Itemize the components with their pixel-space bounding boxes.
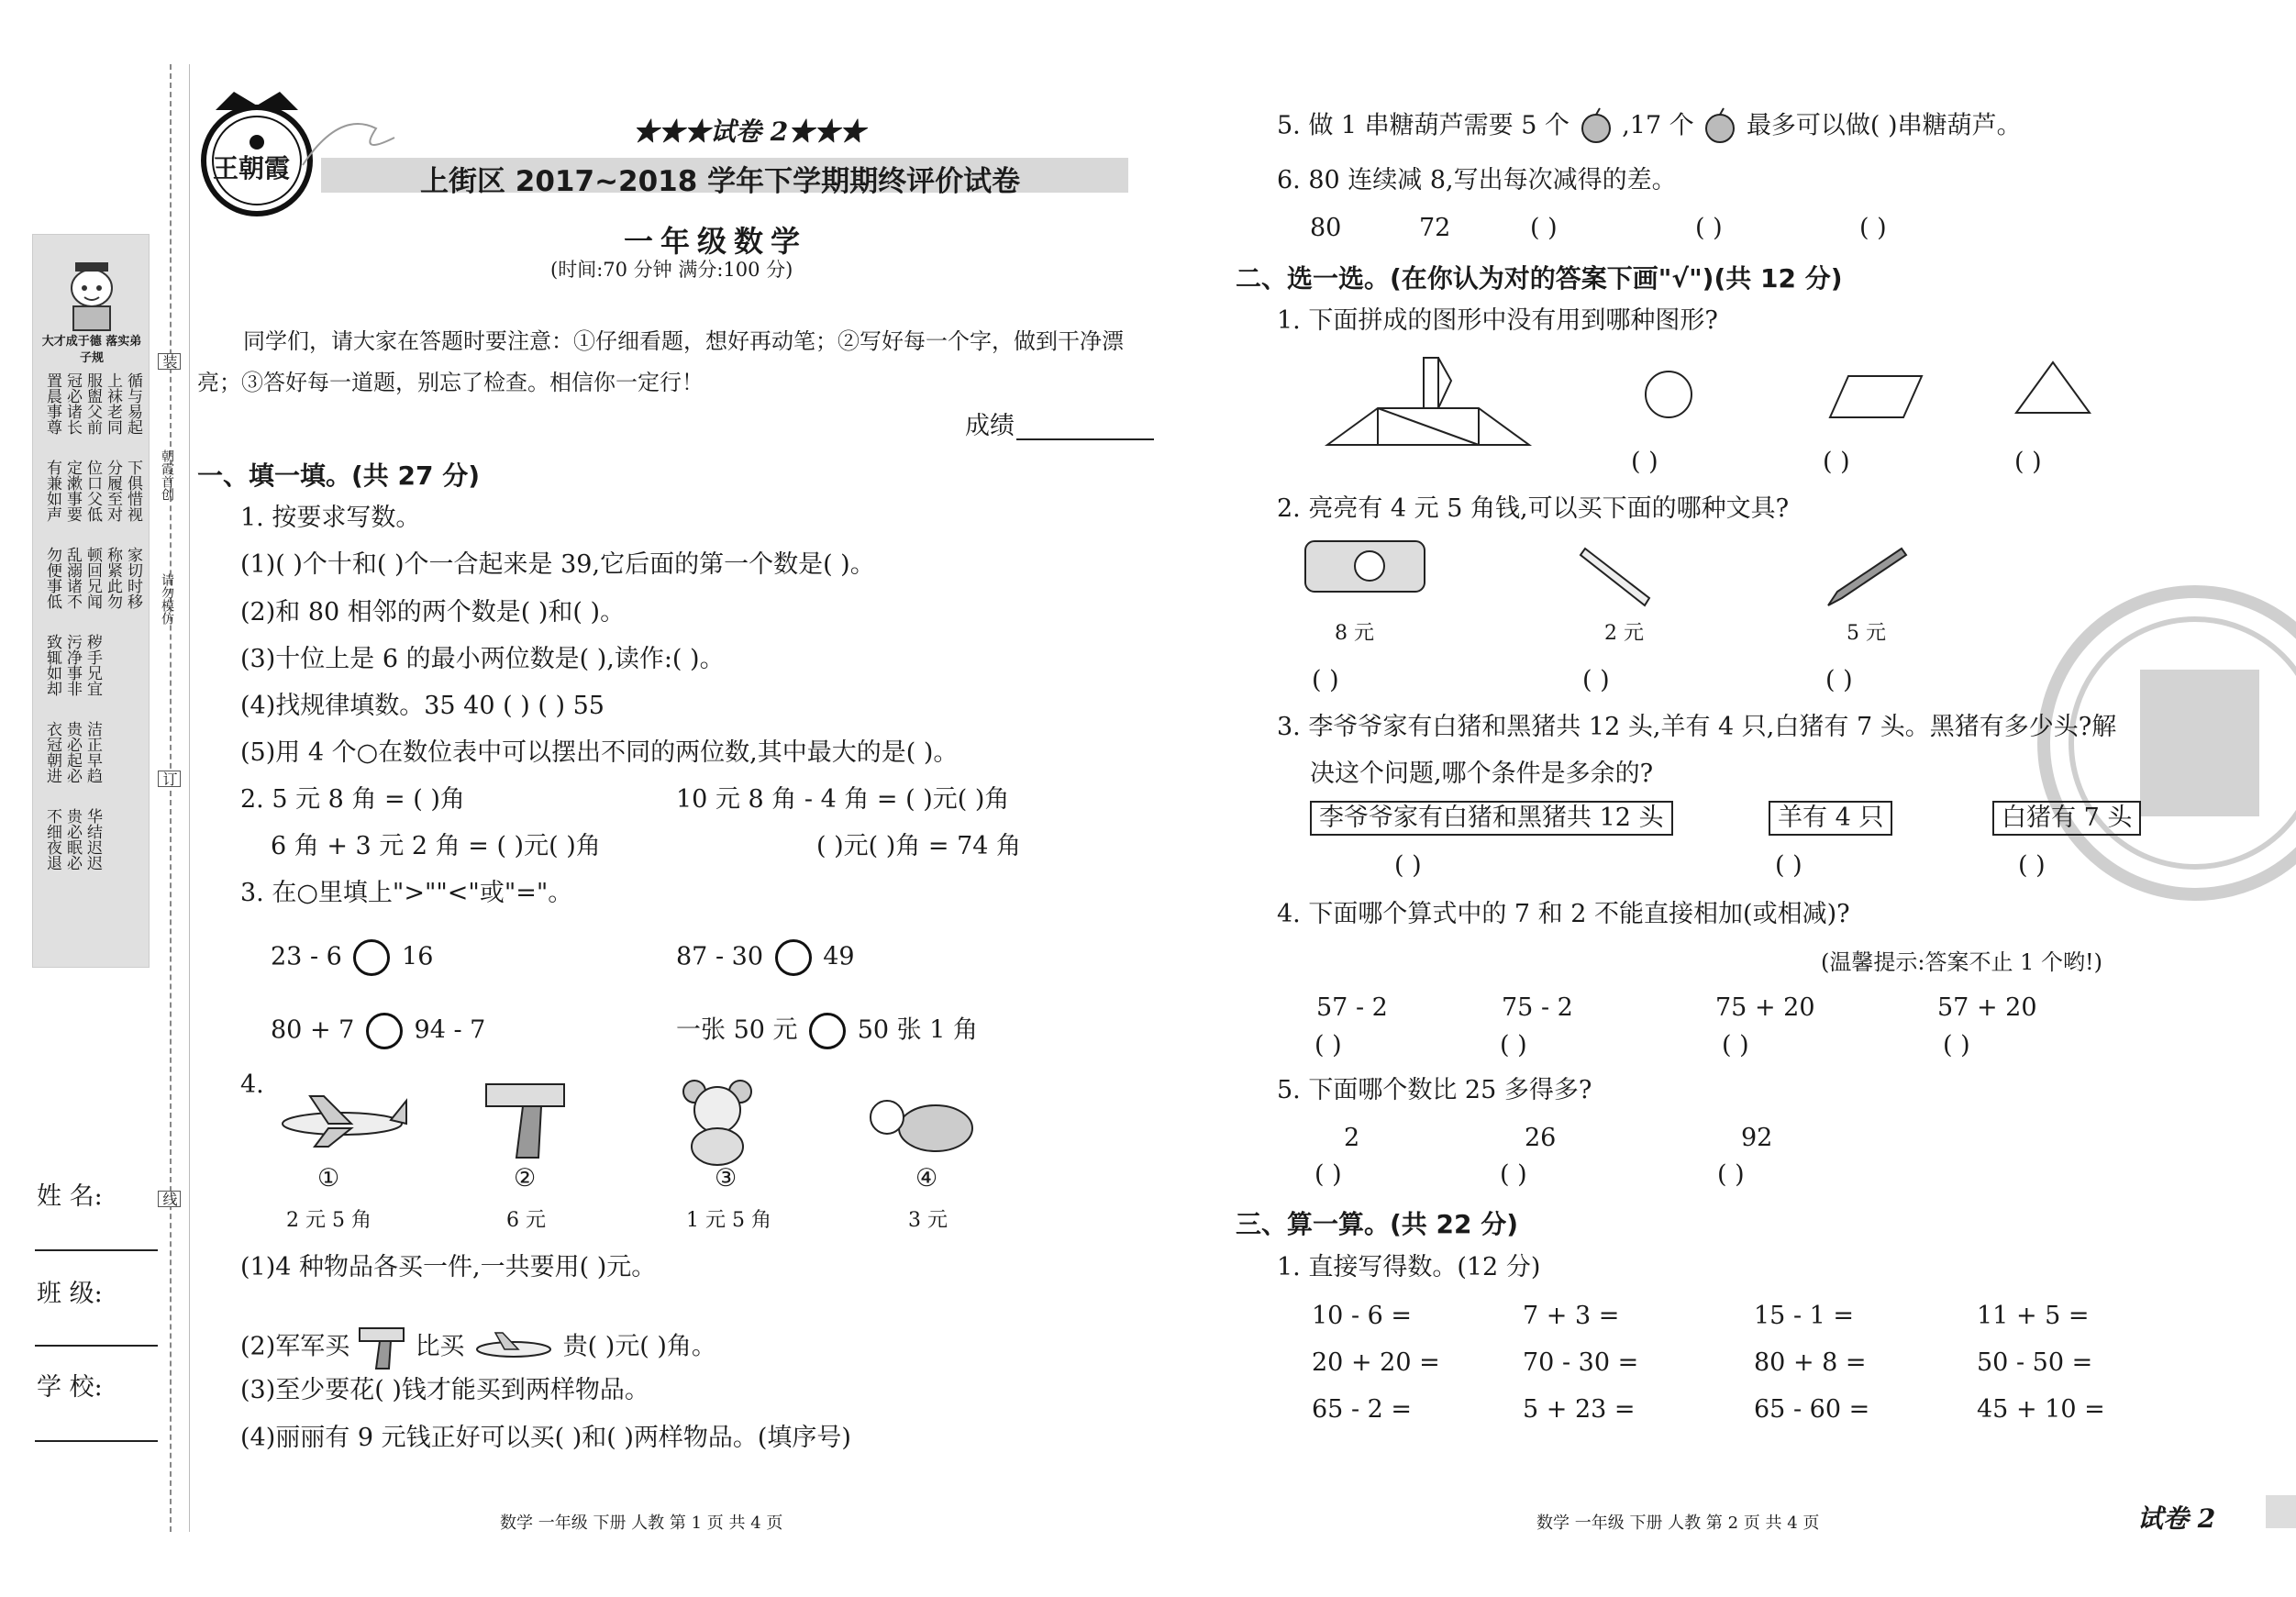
seal-char: 请勿模仿	[160, 573, 174, 625]
verse-col: 上袜老同	[104, 372, 122, 435]
verse-col: 贵必起必	[63, 721, 82, 783]
calc-expr: 50 - 50 =	[1977, 1348, 2093, 1377]
item-price: 2 元 5 角	[286, 1209, 372, 1232]
answer-paren[interactable]: ( )	[1500, 1031, 1527, 1059]
exam-title: 上街区 2017~2018 学年下学期期终评价试卷	[420, 165, 1021, 198]
q1-4: (4)找规律填数。35 40 ( ) ( ) 55	[240, 692, 605, 720]
compare-right: 50 张 1 角	[857, 1015, 979, 1045]
stationery-price: 2 元	[1604, 622, 1644, 645]
calc-expr: 7 + 3 =	[1523, 1302, 1620, 1330]
verse-col: 有兼如声	[43, 460, 61, 522]
answer-paren[interactable]: ( )	[2018, 851, 2046, 880]
pencil-case-icon	[1301, 537, 1429, 601]
compare-1	[271, 939, 433, 976]
paper-tag: ★★★试卷 2★★★	[633, 116, 866, 147]
stationery-price: 5 元	[1847, 622, 1886, 645]
footer-tag-band	[2266, 1495, 2296, 1528]
answer-paren[interactable]: ( )	[1775, 851, 1802, 880]
option-expr: 75 - 2	[1502, 993, 1573, 1022]
scholar-figure-icon	[33, 242, 150, 334]
answer-paren[interactable]: ( )	[1825, 666, 1853, 694]
compare-left: 87 - 30	[676, 942, 764, 971]
item-num: ②	[514, 1164, 537, 1192]
intro-line1: 同学们，请大家在答题时要注意：①仔细看题，想好再动笔；②写好每一个字，做到干净漂	[243, 328, 1124, 354]
airplane-icon	[472, 1329, 555, 1366]
answer-paren[interactable]: ( )	[2014, 448, 2042, 476]
answer-paren[interactable]: ( )	[1500, 1160, 1527, 1189]
seal-char: 订	[158, 771, 181, 787]
s2-q3-line1: 3. 李爷爷家有白猪和黑猪共 12 头,羊有 4 只,白猪有 7 头。黑猪有多少头?解	[1277, 713, 2117, 741]
compare-circle[interactable]	[353, 939, 390, 976]
option-expr: 75 + 20	[1715, 993, 1815, 1022]
q1-3: (3)十位上是 6 的最小两位数是( ),读作:( )。	[240, 645, 725, 673]
pistol-icon	[482, 1075, 573, 1162]
answer-paren[interactable]: ( )	[1394, 851, 1422, 880]
verse-col: 贵必眠必	[63, 808, 82, 871]
answer-paren[interactable]: ( )	[1312, 666, 1339, 694]
verse-col: 称紧此勿	[104, 547, 122, 609]
compare-right: 49	[823, 942, 855, 971]
q6-seq-item: ( )	[1859, 214, 1887, 242]
q3-title: 3. 在○里填上">""<"或"="。	[240, 879, 573, 907]
circle-shape-icon	[1641, 367, 1696, 422]
calc-expr: 70 - 30 =	[1523, 1348, 1639, 1377]
s2-q5: 5. 下面哪个数比 25 多得多?	[1277, 1076, 1592, 1104]
condition-option: 白猪有 7 头	[1992, 801, 2141, 836]
q4-1: (1)4 种物品各买一件,一共要用( )元。	[240, 1253, 657, 1281]
item-num: ①	[317, 1164, 340, 1192]
sidebar-verses	[42, 372, 145, 959]
verse-col: 洁正早趋	[83, 721, 102, 783]
s2-q4-hint: (温馨提示:答案不止 1 个哟!)	[1821, 949, 2102, 975]
compare-left: 80 + 7	[271, 1015, 355, 1045]
q2-c: 6 角 + 3 元 2 角 = ( )元( )角	[271, 832, 601, 860]
condition-option: 羊有 4 只	[1769, 801, 1892, 836]
q6-seq-item: 80	[1310, 214, 1342, 242]
calc-expr: 45 + 10 =	[1977, 1395, 2105, 1424]
option-expr: 57 + 20	[1937, 993, 2037, 1022]
score-field[interactable]	[1016, 438, 1154, 440]
compare-4	[676, 1013, 978, 1049]
fountain-pen-icon	[1819, 541, 1911, 610]
verse-col: 衣冠朝进	[43, 721, 61, 783]
calc-expr: 65 - 60 =	[1754, 1395, 1870, 1424]
score-label: 成绩	[965, 412, 1015, 440]
sidebar-motto-panel	[32, 234, 150, 968]
condition-option: 李爷爷家有白猪和黑猪共 12 头	[1310, 801, 1673, 836]
s3-q1: 1. 直接写得数。(12 分)	[1277, 1253, 1541, 1281]
pencil-icon	[1576, 541, 1658, 610]
calc-expr: 11 + 5 =	[1977, 1302, 2090, 1330]
item-price: 6 元	[506, 1209, 546, 1232]
verse-col: 服盥父前	[83, 372, 102, 435]
verse-col: 污净事非	[63, 634, 82, 696]
answer-paren[interactable]: ( )	[1582, 666, 1610, 694]
composite-shape-icon	[1323, 353, 1534, 454]
verse-col: 位口父低	[83, 460, 102, 522]
stationery-price: 8 元	[1335, 622, 1374, 645]
q2-b: 10 元 8 角 - 4 角 = ( )元( )角	[676, 785, 1010, 814]
triangle-shape-icon	[2012, 358, 2094, 422]
option-number: 26	[1525, 1124, 1557, 1152]
footer-left: 数学 一年级 下册 人教 第 1 页 共 4 页	[500, 1514, 783, 1533]
q1-2: (2)和 80 相邻的两个数是( )和( )。	[240, 598, 626, 627]
seal-char: 朝霞首创	[160, 449, 174, 501]
turtle-icon	[867, 1092, 986, 1156]
answer-paren[interactable]: ( )	[1722, 1031, 1749, 1059]
compare-circle[interactable]	[775, 939, 812, 976]
time-info: (时间:70 分钟 满分:100 分)	[550, 259, 793, 281]
sidebar-motto: 大才成于德 落实弟子规	[41, 335, 142, 365]
compare-circle[interactable]	[809, 1013, 846, 1049]
compare-2	[676, 939, 855, 976]
q4-2-part: 比买	[415, 1332, 465, 1361]
q5-part: 最多可以做( )串糖葫芦。	[1746, 111, 2022, 140]
compare-3	[271, 1013, 485, 1049]
verse-col: 秽手兄宜	[83, 634, 102, 696]
option-number: 92	[1741, 1124, 1773, 1152]
verse-col: 冠必诸长	[63, 372, 82, 435]
q4-2	[240, 1323, 716, 1372]
s2-q2: 2. 亮亮有 4 元 5 角钱,可以买下面的哪种文具?	[1277, 494, 1790, 523]
footer-right: 数学 一年级 下册 人教 第 2 页 共 4 页	[1536, 1514, 1820, 1533]
school-label: 学 校:	[37, 1373, 103, 1402]
option-expr: 57 - 2	[1316, 993, 1388, 1022]
calc-expr: 65 - 2 =	[1312, 1395, 1413, 1424]
verse-col: 顿回兄闻	[83, 547, 102, 609]
seal-char: 装	[158, 353, 181, 370]
q2-a: 2. 5 元 8 角 = ( )角	[240, 785, 465, 814]
item-price: 1 元 5 角	[686, 1209, 771, 1232]
verse-col: 下俱惜视	[124, 460, 142, 522]
hawthorn-fruit-icon	[1578, 108, 1614, 145]
verse-col: 勿便事低	[43, 547, 61, 609]
verse-col: 定漱事要	[63, 460, 82, 522]
binding-dashed-line	[170, 64, 172, 1532]
compare-circle[interactable]	[366, 1013, 403, 1049]
section3-heading: 三、算一算。(共 22 分)	[1236, 1209, 1519, 1239]
watermark-seal-icon	[2039, 587, 2278, 899]
calc-expr: 15 - 1 =	[1754, 1302, 1855, 1330]
answer-paren[interactable]: ( )	[1314, 1031, 1342, 1059]
q4-3: (3)至少要花( )钱才能买到两样物品。	[240, 1376, 649, 1404]
s2-q3-line2: 决这个问题,哪个条件是多余的?	[1310, 760, 1654, 788]
class-field[interactable]	[35, 1345, 158, 1347]
q1-1: (1)( )个十和( )个一合起来是 39,它后面的第一个数是( )。	[240, 550, 875, 579]
q6-title: 6. 80 连续减 8,写出每次减得的差。	[1277, 166, 1677, 194]
verse-col: 循与易起	[124, 372, 142, 435]
section2-heading: 二、选一选。(在你认为对的答案下画"√")(共 12 分)	[1236, 263, 1843, 294]
option-number: 2	[1344, 1124, 1360, 1152]
q1-title: 1. 按要求写数。	[240, 504, 421, 532]
hawthorn-fruit-icon	[1702, 108, 1738, 145]
answer-paren[interactable]: ( )	[1631, 448, 1658, 476]
calc-expr: 10 - 6 =	[1312, 1302, 1413, 1330]
verse-col: 华结迟迟	[83, 808, 102, 871]
calc-expr: 20 + 20 =	[1312, 1348, 1440, 1377]
item-num: ④	[915, 1164, 938, 1192]
answer-paren[interactable]: ( )	[1717, 1160, 1745, 1189]
section1-heading: 一、填一填。(共 27 分)	[197, 460, 481, 491]
name-field[interactable]	[35, 1249, 158, 1251]
q6-seq-item: ( )	[1695, 214, 1723, 242]
teddy-bear-icon	[676, 1078, 759, 1165]
verse-col: 分履至对	[104, 460, 122, 522]
seal-char: 线	[158, 1191, 181, 1207]
school-field[interactable]	[35, 1440, 158, 1442]
footer-tag: 试卷 2	[2137, 1503, 2216, 1534]
compare-right: 16	[402, 942, 434, 971]
compare-left: 一张 50 元	[676, 1015, 798, 1045]
compare-right: 94 - 7	[414, 1015, 486, 1045]
calc-expr: 80 + 8 =	[1754, 1348, 1867, 1377]
q4-4: (4)丽丽有 9 元钱正好可以买( )和( )两样物品。(填序号)	[240, 1424, 851, 1452]
verse-col: 乱溺诸不	[63, 547, 82, 609]
item-num: ③	[715, 1164, 738, 1192]
verse-col: 家切时移	[124, 547, 142, 609]
intro-line2: 亮；③答好每一道题，别忘了检查。相信你一定行！	[197, 370, 704, 395]
q6-seq-item: ( )	[1530, 214, 1558, 242]
answer-paren[interactable]: ( )	[1823, 448, 1850, 476]
answer-paren[interactable]: ( )	[1943, 1031, 1970, 1059]
q1-5: (5)用 4 个○在数位表中可以摆出不同的两位数,其中最大的是( )。	[240, 738, 959, 767]
q6-seq-item: 72	[1419, 214, 1451, 242]
q4-title: 4.	[240, 1070, 264, 1099]
airplane-icon	[273, 1087, 411, 1151]
answer-paren[interactable]: ( )	[1314, 1160, 1342, 1189]
parallelogram-shape-icon	[1825, 372, 1926, 427]
s2-q4: 4. 下面哪个算式中的 7 和 2 不能直接相加(或相减)?	[1277, 900, 1850, 928]
q4-2-part: (2)军军买	[240, 1332, 350, 1361]
q4-2-part: 贵( )元( )角。	[562, 1332, 716, 1361]
pistol-icon	[358, 1323, 407, 1372]
q2-d: ( )元( )角 = 74 角	[816, 832, 1022, 860]
verse-col: 致辄如却	[43, 634, 61, 696]
verse-col: 不细夜退	[43, 808, 61, 871]
compare-left: 23 - 6	[271, 942, 342, 971]
q5-part: 5. 做 1 串糖葫芦需要 5 个	[1277, 111, 1570, 140]
verse-col: 置晨事尊	[43, 372, 61, 435]
q5-candied-haws	[1277, 108, 2022, 145]
binding-vertical-line	[189, 64, 190, 1532]
q5-part: ,17 个	[1622, 111, 1694, 140]
s2-q1: 1. 下面拼成的图形中没有用到哪种图形?	[1277, 306, 1718, 335]
item-price: 3 元	[908, 1209, 948, 1232]
logo-text: 王朝霞	[213, 153, 291, 183]
subject-title: 一年级数学	[624, 224, 808, 259]
name-label: 姓 名:	[37, 1182, 103, 1211]
calc-expr: 5 + 23 =	[1523, 1395, 1636, 1424]
class-label: 班 级:	[37, 1280, 103, 1308]
